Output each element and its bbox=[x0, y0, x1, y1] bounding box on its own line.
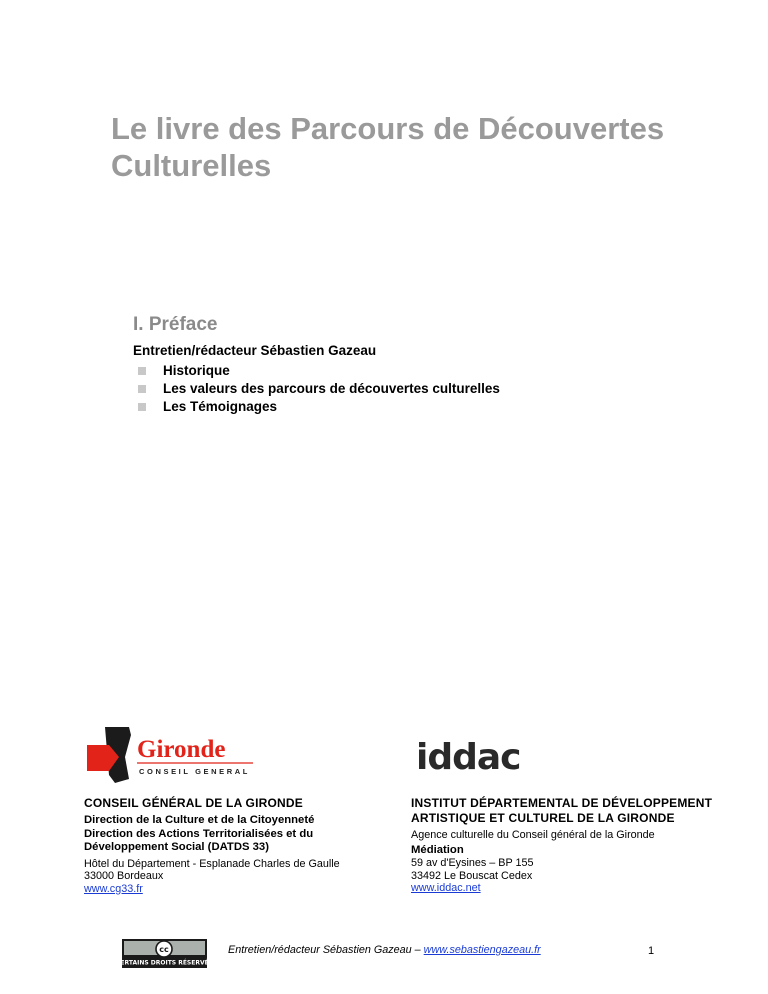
iddac-agency: Agence culturelle du Conseil général de la Gironde bbox=[411, 829, 655, 841]
iddac-department: Médiation bbox=[411, 843, 464, 856]
gironde-logo bbox=[85, 727, 255, 783]
list-item bbox=[133, 362, 500, 380]
author-website-link[interactable]: www.sebastiengazeau.fr bbox=[423, 944, 541, 956]
square-bullet-icon bbox=[138, 367, 146, 375]
iddac-wordmark: iddac bbox=[416, 737, 521, 778]
iddac-contact-block bbox=[411, 796, 741, 895]
section-heading: I. Préface bbox=[133, 314, 218, 335]
list-item-label: Les Témoignages bbox=[163, 399, 278, 414]
list-item bbox=[133, 380, 500, 398]
list-item bbox=[133, 398, 500, 416]
iddac-address-2: 33492 Le Bouscat Cedex bbox=[411, 869, 533, 882]
cg33-direction-2: Direction des Actions Territorialisées et du bbox=[84, 827, 314, 840]
svg-text:cc: cc bbox=[159, 945, 169, 954]
iddac-heading-2: ARTISTIQUE ET CULTUREL DE LA GIRONDE bbox=[411, 811, 675, 825]
creative-commons-badge[interactable] bbox=[115, 939, 214, 968]
gironde-subtitle: CONSEIL GENERAL bbox=[139, 767, 250, 776]
toc-list bbox=[133, 362, 500, 416]
cg33-direction-3: Développement Social (DATDS 33) bbox=[84, 841, 269, 853]
iddac-address-1: 59 av d'Eysines – BP 155 bbox=[411, 857, 534, 869]
square-bullet-icon bbox=[138, 385, 146, 393]
cc-rights-text: CERTAINS DROITS RÉSERVÉS bbox=[115, 959, 214, 967]
page-number: 1 bbox=[648, 945, 655, 957]
iddac-heading-1: INSTITUT DÉPARTEMENTAL DE DÉVELOPPEMENT bbox=[411, 796, 713, 810]
cg33-contact-block bbox=[84, 796, 384, 895]
list-item-label: Les valeurs des parcours de découvertes culturelles bbox=[163, 381, 500, 396]
cg33-address-2: 33000 Bordeaux bbox=[84, 870, 164, 882]
cg33-heading: CONSEIL GÉNÉRAL DE LA GIRONDE bbox=[84, 796, 303, 810]
cg33-address-1: Hôtel du Département - Esplanade Charles de Gaulle bbox=[84, 857, 340, 870]
iddac-website-link[interactable]: www.iddac.net bbox=[411, 882, 481, 894]
iddac-logo bbox=[414, 735, 524, 778]
footer-credit bbox=[228, 944, 541, 956]
gironde-wordmark: Gironde bbox=[137, 736, 226, 763]
cg33-direction-1: Direction de la Culture et de la Citoyenneté bbox=[84, 814, 315, 826]
cg33-website-link[interactable]: www.cg33.fr bbox=[84, 882, 143, 895]
author-line: Entretien/rédacteur Sébastien Gazeau bbox=[133, 343, 377, 358]
square-bullet-icon bbox=[138, 403, 146, 411]
list-item-label: Historique bbox=[163, 363, 230, 378]
document-title: Le livre des Parcours de Découvertes Culturelles bbox=[111, 111, 665, 183]
footer-credit-text: Entretien/rédacteur Sébastien Gazeau – bbox=[228, 944, 424, 956]
